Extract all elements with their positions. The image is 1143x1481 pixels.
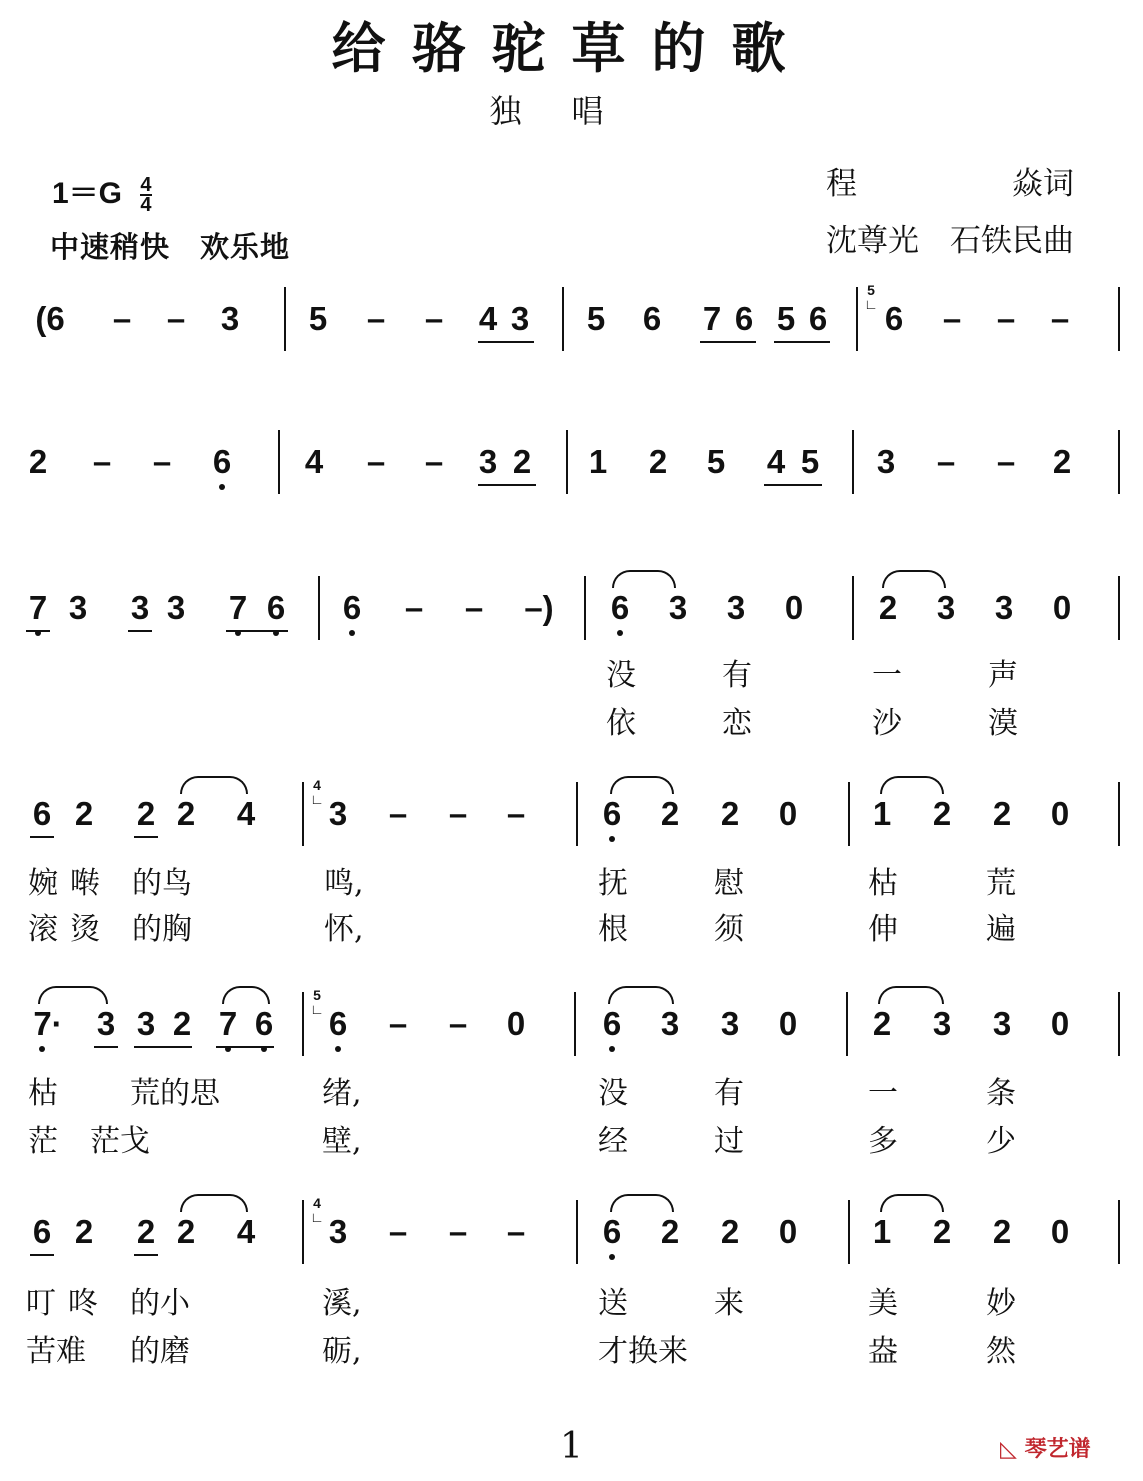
note: 6 [250,1006,278,1042]
note: 2 [172,1005,192,1042]
note: 6 [338,590,366,626]
lyricist-credit: 程 焱词 [826,166,1074,202]
lyric: 的鸟 [132,866,192,901]
barline [856,287,858,351]
note: 2 [932,1213,952,1250]
meter-change: 5 ∟ [310,987,324,1017]
slur [222,986,270,1004]
barline [318,576,320,640]
note: 6 [32,795,52,832]
note: 6 [32,1213,52,1250]
note: 0 [778,795,798,832]
meter-change: 4 ∟ [310,777,324,807]
slur [38,986,108,1004]
slur [878,986,944,1004]
lyric: 依 [606,706,636,741]
lyric: 一 [872,658,902,693]
note: – [448,1213,468,1250]
note: 2 [136,1213,156,1250]
staff-row-4 [0,777,1143,947]
barline [1118,430,1120,494]
key-label: 1＝G [52,177,123,210]
note: 4 [478,300,498,337]
note: 3 [166,589,186,626]
note: 2 [660,1213,680,1250]
slur [180,1194,248,1212]
lyric: 根 [598,912,628,947]
note: 3 [328,1213,348,1250]
note: – [1050,300,1070,337]
note: 0 [778,1213,798,1250]
barline [1118,992,1120,1056]
underline [26,630,50,632]
note: – [464,589,484,626]
note: 3 [130,589,150,626]
note: 6 [324,1006,352,1042]
tempo-marking: 中速稍快 欢乐地 [50,230,291,264]
note: 1 [588,443,608,480]
lyric: 砺, [322,1334,362,1369]
note: 6 [598,1214,626,1250]
note: 7 [24,590,52,626]
meter-change: 4 ∟ [310,1195,324,1225]
note: 2 [28,443,48,480]
note: 0 [778,1005,798,1042]
lyric: 溪, [322,1286,362,1321]
note: – [424,300,444,337]
barline [566,430,568,494]
note: 5 [308,300,328,337]
note: 6 [262,590,290,626]
note: 2 [176,1213,196,1250]
underline [128,630,152,632]
note: 3 [220,300,240,337]
lyric: 婉 [28,866,58,901]
note: 3 [726,589,746,626]
song-title: 给骆驼草的歌 [331,16,812,80]
note: – [152,443,172,480]
lyric: 经 [598,1124,628,1159]
lyric: 的磨 [130,1334,190,1369]
lyric: 荒 [986,866,1016,901]
time-denominator: 4 [140,194,152,217]
lyric: 怀, [324,912,364,947]
note: 3 [932,1005,952,1042]
underline [700,341,756,343]
note: 2 [932,795,952,832]
lyric: 荒的思 [130,1076,220,1111]
page-number: 1 [560,1426,583,1467]
note: – [448,795,468,832]
lyric: 茫 [28,1124,58,1159]
lyric: 咚 [68,1286,98,1321]
lyric: 声 [988,658,1018,693]
note: 3 [876,443,896,480]
underline [478,341,534,343]
note: 0 [1050,1005,1070,1042]
meter-change: 5 ∟ [864,282,878,312]
note: 3 [136,1005,156,1042]
lyric: 伸 [868,912,898,947]
lyric: 恋 [722,706,752,741]
note: – [366,300,386,337]
note: 4 [766,443,786,480]
underline [764,484,822,486]
note: 3 [478,443,498,480]
lyric: 妙 [986,1286,1016,1321]
note: 3 [936,589,956,626]
lyric: 绪, [322,1076,362,1111]
barline [576,1200,578,1264]
note: 2 [878,589,898,626]
key-signature [52,168,152,217]
note: 6 [208,444,236,480]
lyric: 然 [986,1334,1016,1369]
note: 6 [598,796,626,832]
barline [576,782,578,846]
lyric: 过 [714,1124,744,1159]
song-subtitle: 独唱 [489,92,654,130]
note: 6 [642,300,662,337]
note: 2 [660,795,680,832]
lyric: 鸣, [324,866,364,901]
slur [880,776,944,794]
lyric: 壁, [322,1124,362,1159]
lyric: 的胸 [132,912,192,947]
barline [574,992,576,1056]
lyric: 遍 [986,912,1016,947]
lyric: 啭 [70,866,100,901]
note: 2 [1052,443,1072,480]
note: – [942,300,962,337]
underline [216,1046,274,1048]
lyric: 有 [714,1076,744,1111]
underline [30,836,54,838]
note: 5 [776,300,796,337]
underline [30,1254,54,1256]
note: 4 [236,795,256,832]
staff-row-1 [0,282,1143,361]
lyric: 沙 [872,706,902,741]
note: – [448,1005,468,1042]
staff-row-5 [0,987,1143,1159]
lyric: 少 [986,1124,1016,1159]
note: 6 [734,300,754,337]
note: 2 [74,795,94,832]
lyric: 的小 [130,1286,190,1321]
note: 3 [720,1005,740,1042]
logo-icon: ◺ [1000,1437,1017,1462]
lyric: 枯 [868,866,898,901]
note: 2 [872,1005,892,1042]
barline [278,430,280,494]
underline [134,1254,158,1256]
barline [584,576,586,640]
barline [848,782,850,846]
note: 6 [884,300,904,337]
barline [1118,1200,1120,1264]
note: 2 [176,795,196,832]
note: 1 [872,1213,892,1250]
slur [882,570,946,588]
note: 6 [606,590,634,626]
staff-row-2 [0,444,1143,504]
note: 3 [328,795,348,832]
note: 3 [994,589,1014,626]
lyric: 美 [868,1286,898,1321]
note: 0 [1052,589,1072,626]
note: – [404,589,424,626]
note: – [388,1005,408,1042]
note: 7 [214,1006,242,1042]
note: – [996,443,1016,480]
barline [1118,576,1120,640]
note: 3 [510,300,530,337]
note: 7 [224,590,252,626]
note: 0 [506,1005,526,1042]
lyric: 茫戈 [90,1124,150,1159]
lyric: 没 [606,658,636,693]
note: – [92,443,112,480]
note: 0 [784,589,804,626]
note: 0 [1050,795,1070,832]
note: 3 [68,589,88,626]
lyric: 枯 [28,1076,58,1111]
note: – [506,795,526,832]
barline [302,782,304,846]
underline [134,1046,192,1048]
composer-credit: 沈尊光 石铁民曲 [826,223,1074,259]
note: – [936,443,956,480]
note: 4 [236,1213,256,1250]
note: 3 [660,1005,680,1042]
lyric: 盎 [868,1334,898,1369]
note: 2 [720,795,740,832]
underline [94,1046,118,1048]
note: 5 [586,300,606,337]
note: 7· [28,1006,68,1042]
slur [608,986,674,1004]
underline [774,341,830,343]
lyric: 才换来 [598,1334,688,1369]
brand-logo [1000,1432,1091,1463]
note: 2 [992,1213,1012,1250]
note: 4 [304,443,324,480]
lyric: 须 [714,912,744,947]
lyric: 一 [868,1076,898,1111]
note: 3 [992,1005,1012,1042]
note: 6 [598,1006,626,1042]
barline [852,430,854,494]
underline [226,630,288,632]
lyric: 送 [598,1286,628,1321]
note: 1 [872,795,892,832]
lyric: 没 [598,1076,628,1111]
barline [846,992,848,1056]
note: 2 [512,443,532,480]
note: –) [524,589,554,626]
slur [610,1194,674,1212]
note: 6 [808,300,828,337]
lyric: 漠 [988,706,1018,741]
note: 2 [992,795,1012,832]
lyric: 多 [868,1124,898,1159]
note: – [366,443,386,480]
note: 5 [800,443,820,480]
staff-row-6 [0,1195,1143,1369]
brand-name: 琴艺谱 [1024,1437,1091,1462]
barline [848,1200,850,1264]
lyric: 叮 [26,1286,56,1321]
lyric: 苦难 [26,1334,86,1369]
note: – [112,300,132,337]
barline [562,287,564,351]
lyric: 烫 [70,912,100,947]
note: 0 [1050,1213,1070,1250]
slur [180,776,248,794]
note: – [388,1213,408,1250]
barline [284,287,286,351]
barline [302,992,304,1056]
barline [852,576,854,640]
note: 3 [96,1005,116,1042]
barline [1118,782,1120,846]
time-numerator: 4 [140,174,152,197]
note: 3 [668,589,688,626]
underline [134,836,158,838]
note: 7 [702,300,722,337]
underline [478,484,536,486]
barline [302,1200,304,1264]
note: (6 [35,300,65,337]
slur [880,1194,944,1212]
lyric: 滚 [28,912,58,947]
note: – [424,443,444,480]
note: – [996,300,1016,337]
note: 2 [74,1213,94,1250]
slur [610,776,674,794]
note: 2 [136,795,156,832]
staff-row-3 [0,589,1143,741]
lyric: 抚 [598,866,628,901]
lyric: 条 [986,1076,1016,1111]
lyric: 慰 [714,866,744,901]
lyric: 有 [722,658,752,693]
note: – [166,300,186,337]
note: 2 [648,443,668,480]
note: – [506,1213,526,1250]
note: – [388,795,408,832]
barline [1118,287,1120,351]
lyric: 来 [714,1286,744,1321]
slur [612,570,676,588]
note: 2 [720,1213,740,1250]
note: 5 [706,443,726,480]
